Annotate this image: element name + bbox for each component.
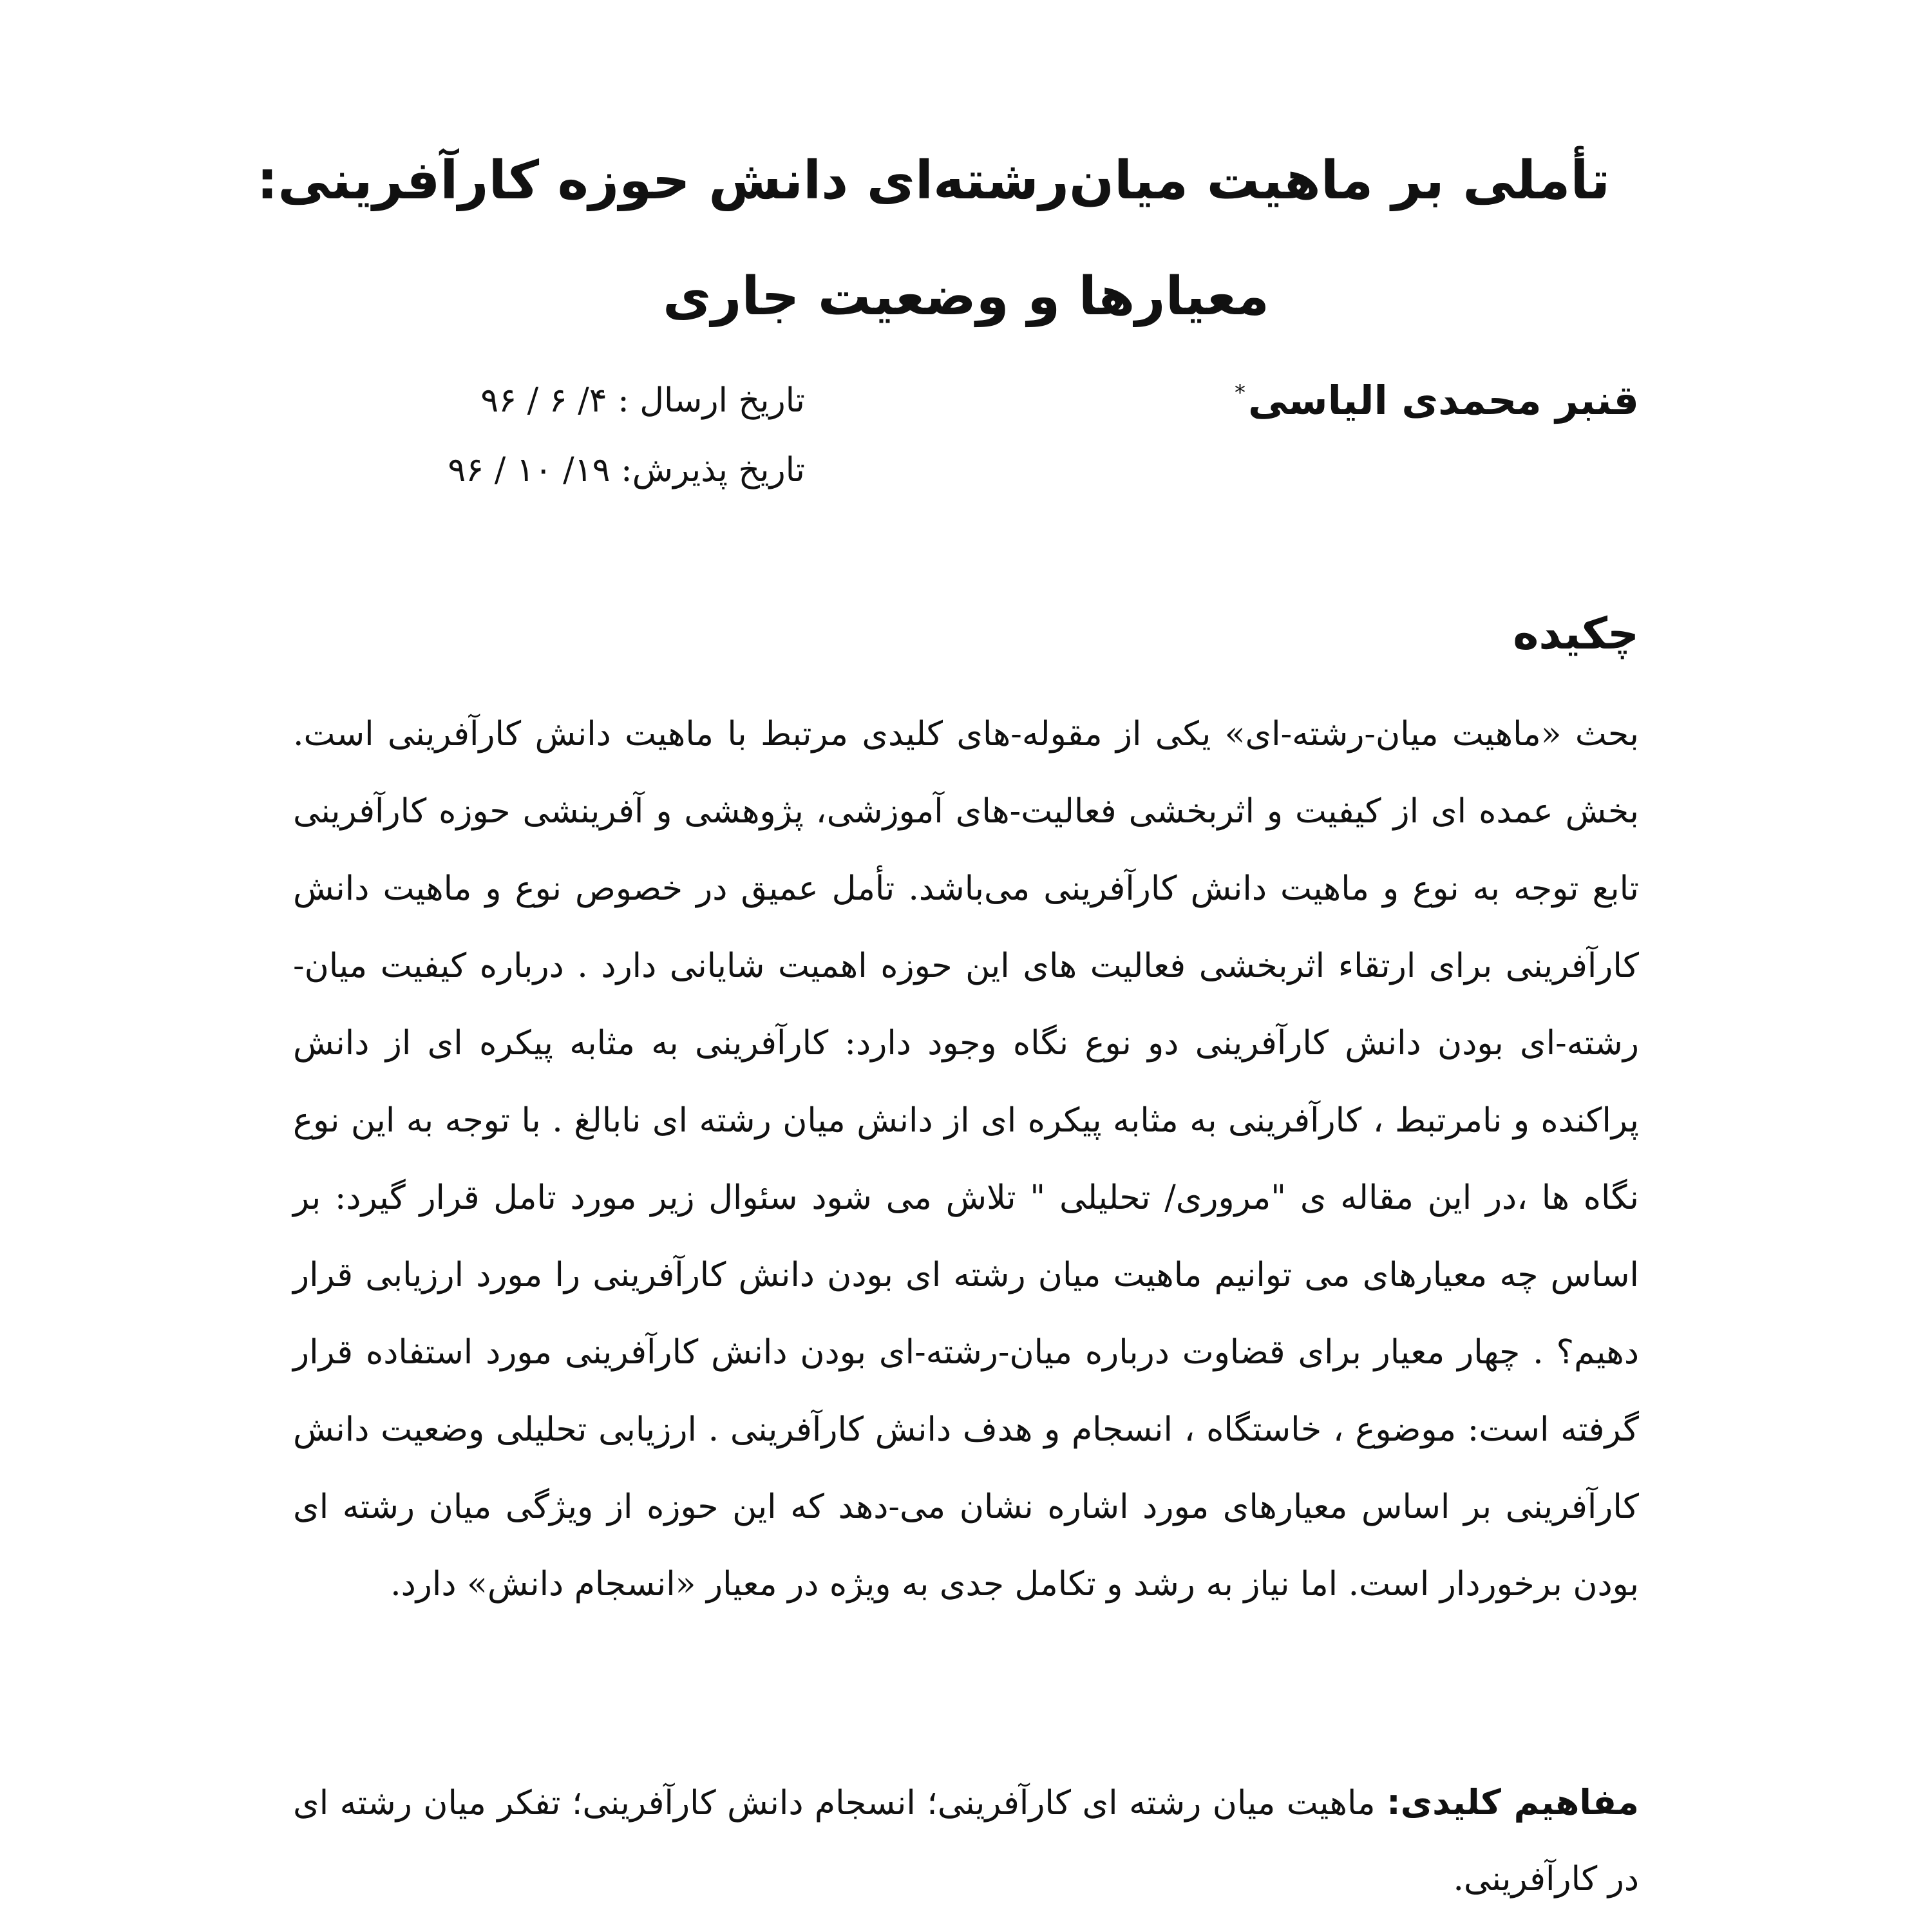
abstract-body: بحث «ماهیت میان-رشته-ای» یکی از مقوله-های کلیدی مرتبط با ماهیت دانش کارآفرینی است. بخش عمده ای از کیفیت و اثربخشی فعالیت-های آموزشی، پژوهشی و آفرینشی حوزه کارآفرینی تابع توجه به نوع و ماهیت دانش کارآفرینی می‌باشد. تأمل عمیق در خصوص نوع و ماهیت دانش کارآفرینی برای ارتقاء اثربخشی فعالیت های این حوزه اهمیت شایانی دارد . درباره کیفیت میان-رشته-ای بودن دانش کارآفرینی دو نوع نگاه وجود دارد: کارآفرینی به مثابه پیکره ای از دانش پراکنده و نامرتبط ، کارآفرینی به مثابه پیکره ای از دانش میان رشته ای نابالغ . با توجه به این نوع نگاه ها ،در این مقاله ی "مروری/ تحلیلی " تلاش می شود سئوال زیر مورد تامل قرار گیرد: بر اساس چه معیارهای می توانیم ماهیت میان رشته ای بودن دانش کارآفرینی را مورد ارزیابی قرار دهیم؟ . چهار معیار برای قضاوت درباره میان-رشته-ای بودن دانش کارآفرینی مورد استفاده قرار گرفته است: موضوع ، خاستگاه ، انسجام و هدف دانش کارآفرینی . ارزیابی تحلیلی وضعیت دانش کارآفرینی بر اساس معیارهای مورد اشاره نشان می-دهد که این حوزه از ویژگی میان رشته ای بودن برخوردار است. اما نیاز به رشد و تکامل جدی به ویژه در معیار «انسجام دانش» دارد. — [293, 715, 1639, 1604]
author-name — [1235, 377, 1639, 424]
keywords-text: ماهیت میان رشته ای کارآفرینی؛ انسجام دانش کارآفرینی؛ تفکر میان رشته ای در کارآفرینی. — [293, 1784, 1639, 1899]
submission-date: تاریخ ارسال : ۴/ ۶ / ۹۶ — [480, 381, 805, 420]
author-name-text: قنبر محمدی الیاسی — [1247, 377, 1639, 424]
abstract-heading: چکیده — [1513, 609, 1639, 659]
paper-title-line-2: معیارها و وضعیت جاری — [663, 266, 1269, 327]
author-footnote-mark: * — [1234, 380, 1245, 406]
acceptance-date: تاریخ پذیرش: ۱۹/ ۱۰ / ۹۶ — [448, 451, 805, 489]
keywords-paragraph — [293, 1765, 1639, 1917]
keywords-label: مفاهیم کلیدی: — [1387, 1782, 1639, 1823]
paper-title-line-1: تأملی بر ماهیت میان‌رشته‌ای دانش حوزه کارآفرینی: — [256, 150, 1610, 211]
